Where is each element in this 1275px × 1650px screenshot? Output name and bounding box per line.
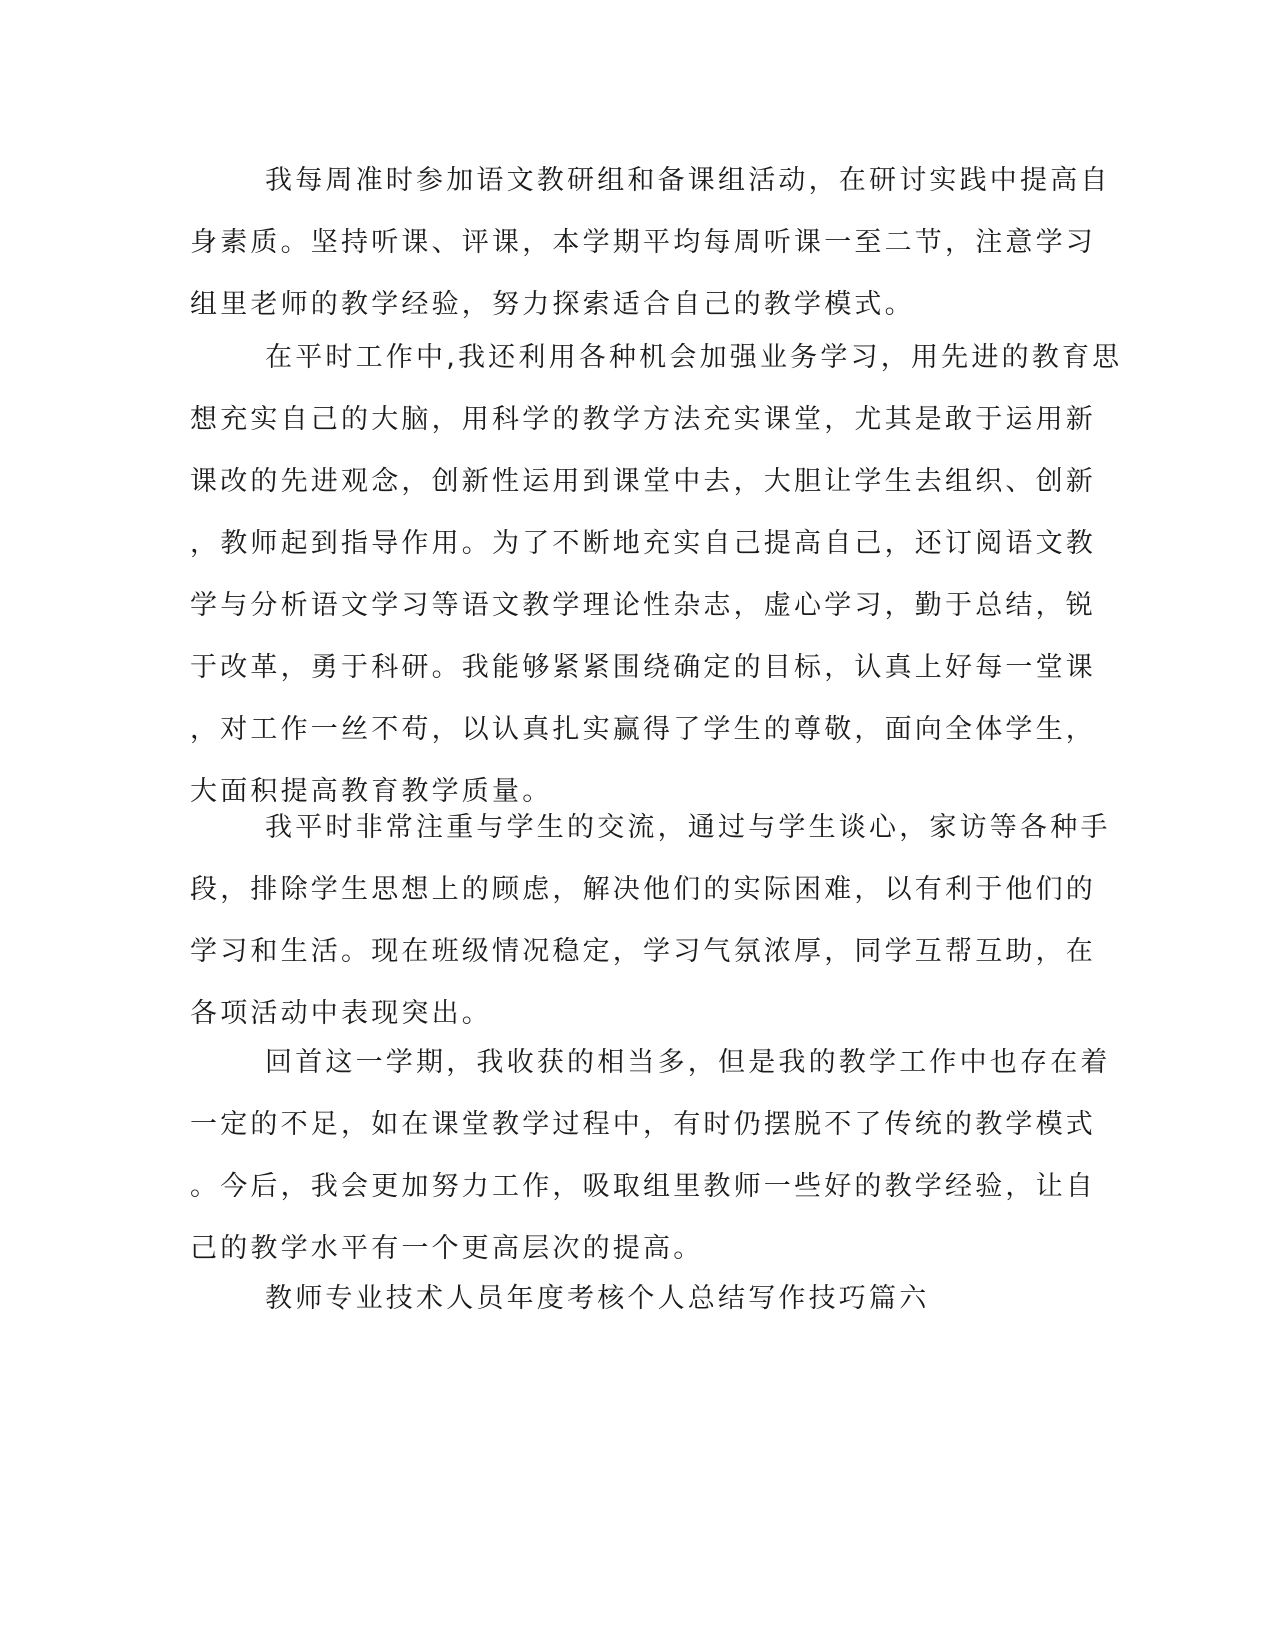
paragraph-line: ，对工作一丝不苟，以认真扎实赢得了学生的尊敬，面向全体学生， (190, 714, 1096, 745)
paragraph-line: 回首这一学期，我收获的相当多，但是我的教学工作中也存在着 (265, 1047, 1111, 1078)
paragraph-3 (190, 797, 1111, 1045)
paragraph-line: 学与分析语文学习等语文教学理论性杂志，虚心学习，勤于总结，锐 (190, 590, 1096, 621)
paragraph-line: 身素质。坚持听课、评课，本学期平均每周听课一至二节，注意学习 (190, 227, 1096, 258)
paragraph-line: ，教师起到指导作用。为了不断地充实自己提高自己，还订阅语文教 (190, 528, 1096, 559)
paragraph-line: 课改的先进观念，创新性运用到课堂中去，大胆让学生去组织、创新 (190, 466, 1096, 497)
paragraph-line: 我平时非常注重与学生的交流，通过与学生谈心，家访等各种手 (265, 812, 1111, 843)
paragraph-line: 一定的不足，如在课堂教学过程中，有时仍摆脱不了传统的教学模式 (190, 1109, 1096, 1140)
paragraph-line: 各项活动中表现突出。 (190, 998, 492, 1029)
paragraph-line: 己的教学水平有一个更高层次的提高。 (190, 1233, 704, 1264)
heading-line: 教师专业技术人员年度考核个人总结写作技巧篇六 (265, 1283, 930, 1314)
paragraph-line: 想充实自己的大脑，用科学的教学方法充实课堂，尤其是敢于运用新 (190, 404, 1096, 435)
paragraph-line: 组里老师的教学经验，努力探索适合自己的教学模式。 (190, 289, 915, 320)
paragraph-line: 大面积提高教育教学质量。 (190, 776, 553, 807)
section-heading (190, 1268, 929, 1330)
paragraph-line: 学习和生活。现在班级情况稳定，学习气氛浓厚，同学互帮互助，在 (190, 936, 1096, 967)
paragraph-4 (190, 1032, 1111, 1280)
paragraph-line: 于改革，勇于科研。我能够紧紧围绕确定的目标，认真上好每一堂课 (190, 652, 1096, 683)
paragraph-line: 我每周准时参加语文教研组和备课组活动，在研讨实践中提高自 (265, 165, 1111, 196)
paragraph-line: 在平时工作中,我还利用各种机会加强业务学习，用先进的教育思 (265, 342, 1123, 373)
paragraph-1 (190, 150, 1111, 336)
paragraph-line: 段，排除学生思想上的顾虑，解决他们的实际困难，以有利于他们的 (190, 874, 1096, 905)
paragraph-2 (190, 327, 1122, 823)
paragraph-line: 。今后，我会更加努力工作，吸取组里教师一些好的教学经验，让自 (190, 1171, 1096, 1202)
